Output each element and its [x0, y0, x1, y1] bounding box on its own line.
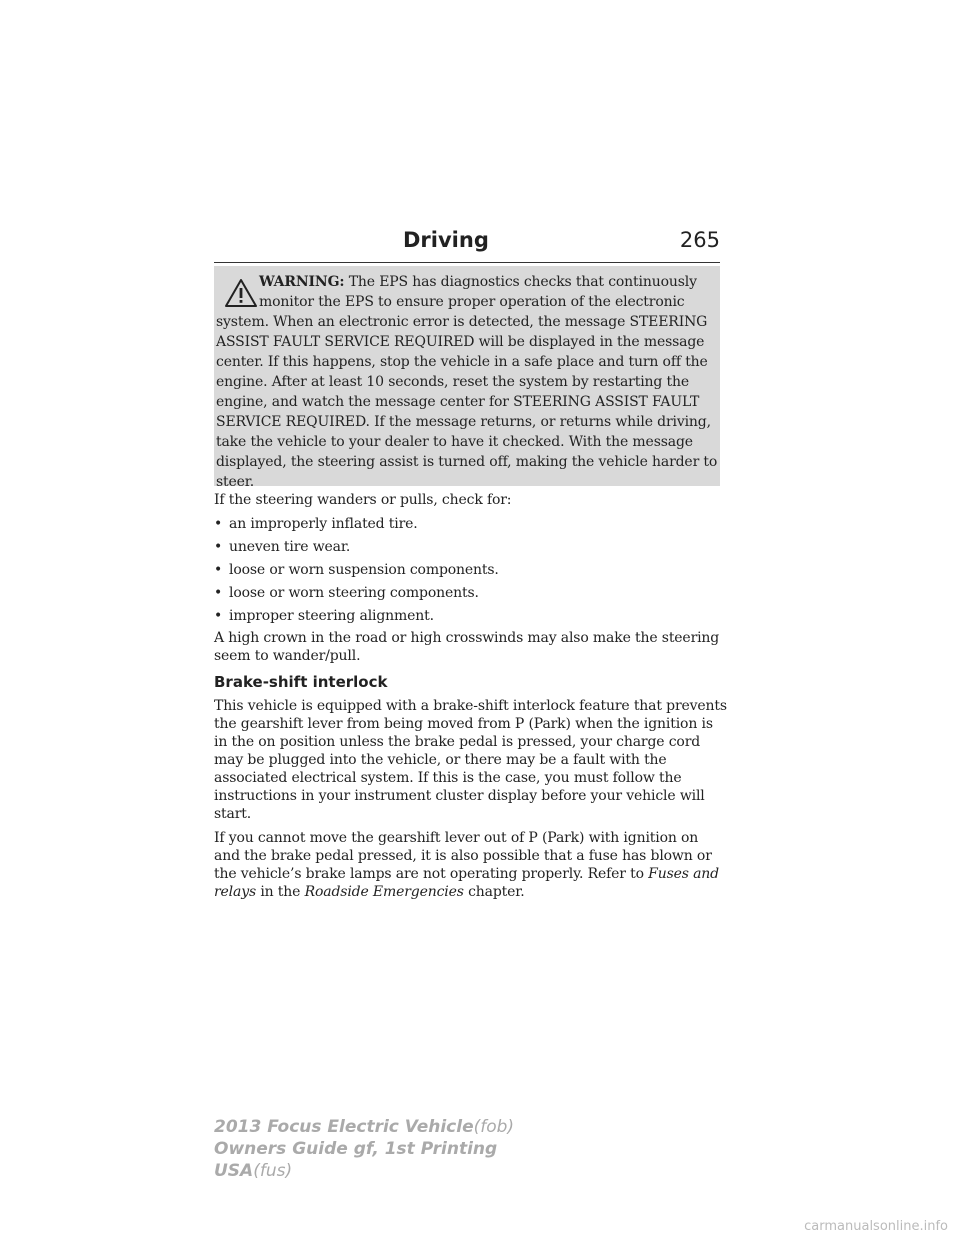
list-item: • loose or worn suspension components. [214, 562, 499, 578]
paragraph-line: and the brake pedal pressed, it is also possible that a fuse has blown or [214, 848, 712, 864]
paragraph-line: seem to wander/pull. [214, 648, 361, 664]
paragraph-line: in the on position unless the brake pedal is pressed, your charge cord [214, 734, 701, 750]
footer-line: 2013 Focus Electric Vehicle(fob) [214, 1117, 515, 1137]
list-item: • loose or worn steering components. [214, 585, 479, 601]
cross-reference: relays [214, 884, 256, 900]
paragraph-line: A high crown in the road or high crosswinds may also make the steering [214, 630, 720, 646]
warning-line: center. If this happens, stop the vehicle in a safe place and turn off the [216, 354, 708, 370]
warning-triangle-icon [224, 278, 258, 308]
paragraph-line: the vehicle’s brake lamps are not operating properly. Refer to Fuses and [214, 866, 719, 882]
check-intro: If the steering wanders or pulls, check for: [214, 492, 512, 508]
warning-line: steer. [216, 474, 255, 490]
warning-line: displayed, the steering assist is turned off, making the vehicle harder to [216, 454, 718, 470]
subheading: Brake-shift interlock [214, 673, 388, 691]
paragraph-line: instructions in your instrument cluster display before your vehicle will [214, 788, 705, 804]
page-header [214, 228, 720, 263]
warning-label: WARNING: [259, 274, 345, 290]
list-item: • an improperly inflated tire. [214, 516, 418, 532]
cross-reference: Roadside Emergencies [304, 884, 464, 900]
paragraph-line: start. [214, 806, 252, 822]
paragraph-line: If you cannot move the gearshift lever out of P (Park) with ignition on [214, 830, 699, 846]
paragraph-line: This vehicle is equipped with a brake-shift interlock feature that prevents [214, 698, 727, 714]
warning-line: engine, and watch the message center for STEERING ASSIST FAULT [216, 394, 700, 410]
paragraph-line: may be plugged into the vehicle, or there may be a fault with the [214, 752, 667, 768]
paragraph-line: relays in the Roadside Emergencies chapter. [214, 884, 525, 900]
warning-line: system. When an electronic error is detected, the message STEERING [216, 314, 708, 330]
warning-box [214, 266, 720, 490]
warning-line: monitor the EPS to ensure proper operation of the electronic [259, 294, 685, 310]
page-number: 265 [679, 228, 720, 252]
warning-line: The EPS has diagnostics checks that continuously [348, 274, 697, 290]
section-title: Driving [403, 228, 489, 252]
warning-line: engine. After at least 10 seconds, reset the system by restarting the [216, 374, 689, 390]
list-item: • improper steering alignment. [214, 608, 434, 624]
warning-line: SERVICE REQUIRED. If the message returns, or returns while driving, [216, 414, 711, 430]
paragraph-line: associated electrical system. If this is the case, you must follow the [214, 770, 682, 786]
watermark: carmanualsonline.info [804, 1219, 948, 1234]
warning-line: ASSIST FAULT SERVICE REQUIRED will be displayed in the message [216, 334, 705, 350]
warning-line: take the vehicle to your dealer to have it checked. With the message [216, 434, 693, 450]
cross-reference: Fuses and [648, 866, 719, 882]
footer-line: Owners Guide gf, 1st Printing [214, 1139, 498, 1159]
paragraph-line: the gearshift lever from being moved from P (Park) when the ignition is [214, 716, 713, 732]
list-item: • uneven tire wear. [214, 539, 351, 555]
footer-line: USA(fus) [214, 1161, 293, 1181]
